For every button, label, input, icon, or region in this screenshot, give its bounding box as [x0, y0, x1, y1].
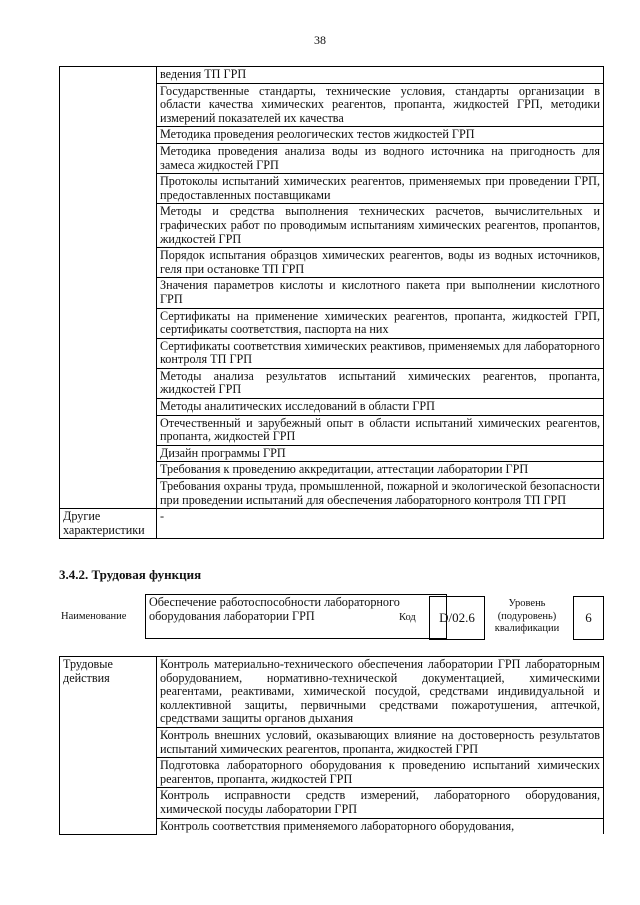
table-cell: Контроль соответствия применяемого лабораторного оборудования, [157, 818, 604, 834]
table-cell: Методы и средства выполнения технических расчетов, вычислительных и графических работ по проводимым испытаниям химических реагентов, пропантов, жидкостей ГРП [157, 204, 604, 248]
qualification-header [59, 592, 604, 644]
page-number: 38 [314, 33, 326, 47]
table-row [60, 657, 604, 728]
table-cell: Сертификаты соответствия химических реактивов, применяемых для лабораторного контроля ТП ГРП [157, 338, 604, 368]
empty-label-cell [60, 67, 157, 509]
function-code-box: D/02.6 [429, 596, 485, 640]
table-cell: Методика проведения анализа воды из водного источника на пригодность для замеса жидкостей ГРП [157, 143, 604, 173]
table-cell: Государственные стандарты, технические условия, стандарты организации в области качества химических реагентов, пропанта, жидкостей ГРП, методики измерений показателей их качества [157, 83, 604, 127]
table-cell: Протоколы испытаний химических реагентов, применяемых при проведении ГРП, предоставленных поставщиками [157, 174, 604, 204]
table-cell: Контроль материально-технического обеспечения лаборатории ГРП лабораторным оборудованием, нормативно-технической документацией, химическими реагентами, реактивами, химической посудой, средствами индивидуальной и коллективной защиты, первичными средствами пожаротушения, аптечкой, средствами защиты органов дыхания [157, 657, 604, 728]
labor-actions-table [59, 656, 604, 835]
table-cell: Требования к проведению аккредитации, аттестации лаборатории ГРП [157, 462, 604, 479]
other-characteristics-label: Другие характеристики [60, 509, 157, 539]
table-cell: Требования охраны труда, промышленной, пожарной и экологической безопасности при проведении испытаний для обеспечения лабораторного контроля ТП ГРП [157, 479, 604, 509]
table-cell: Сертификаты на применение химических реагентов, пропанта, жидкостей ГРП, сертификаты соответствия, паспорта на них [157, 308, 604, 338]
level-box: 6 [573, 596, 604, 640]
table-cell: Контроль исправности средств измерений, лабораторного оборудования, химической посуды лаборатории ГРП [157, 788, 604, 818]
table-cell: Методы анализа результатов испытаний химических реагентов, пропанта, жидкостей ГРП [157, 368, 604, 398]
other-characteristics-value: - [157, 509, 604, 539]
labor-actions-label: Трудовые действия [60, 657, 157, 835]
table-cell: Методы аналитических исследований в области ГРП [157, 399, 604, 416]
function-name-box: Обеспечение работоспособности лабораторного оборудования лаборатории ГРП [145, 594, 447, 639]
table-cell: Дизайн программы ГРП [157, 445, 604, 462]
table-cell: Методика проведения реологических тестов жидкостей ГРП [157, 127, 604, 144]
knowledge-table [59, 66, 604, 539]
table-cell: Порядок испытания образцов химических реагентов, воды из водных источников, геля при остановке ТП ГРП [157, 248, 604, 278]
table-cell: Отечественный и зарубежный опыт в области испытаний химических реагентов, пропанта, жидкостей ГРП [157, 415, 604, 445]
table-cell: Контроль внешних условий, оказывающих влияние на достоверность результатов испытаний химических реагентов, пропанта, жидкостей ГРП [157, 727, 604, 757]
table-row [60, 509, 604, 539]
table-row [60, 67, 604, 84]
table-cell: Подготовка лабораторного оборудования к проведению испытаний химических реагентов, пропанта, жидкостей ГРП [157, 758, 604, 788]
section-heading: 3.4.2. Трудовая функция [59, 567, 202, 582]
level-label: Уровень (подуровень) квалификации [494, 598, 560, 634]
table-cell: Значения параметров кислоты и кислотного пакета при выполнении кислотного ГРП [157, 278, 604, 308]
name-label: Наименование [61, 611, 127, 622]
table-cell: ведения ТП ГРП [157, 67, 604, 84]
code-label: Код [399, 612, 416, 623]
